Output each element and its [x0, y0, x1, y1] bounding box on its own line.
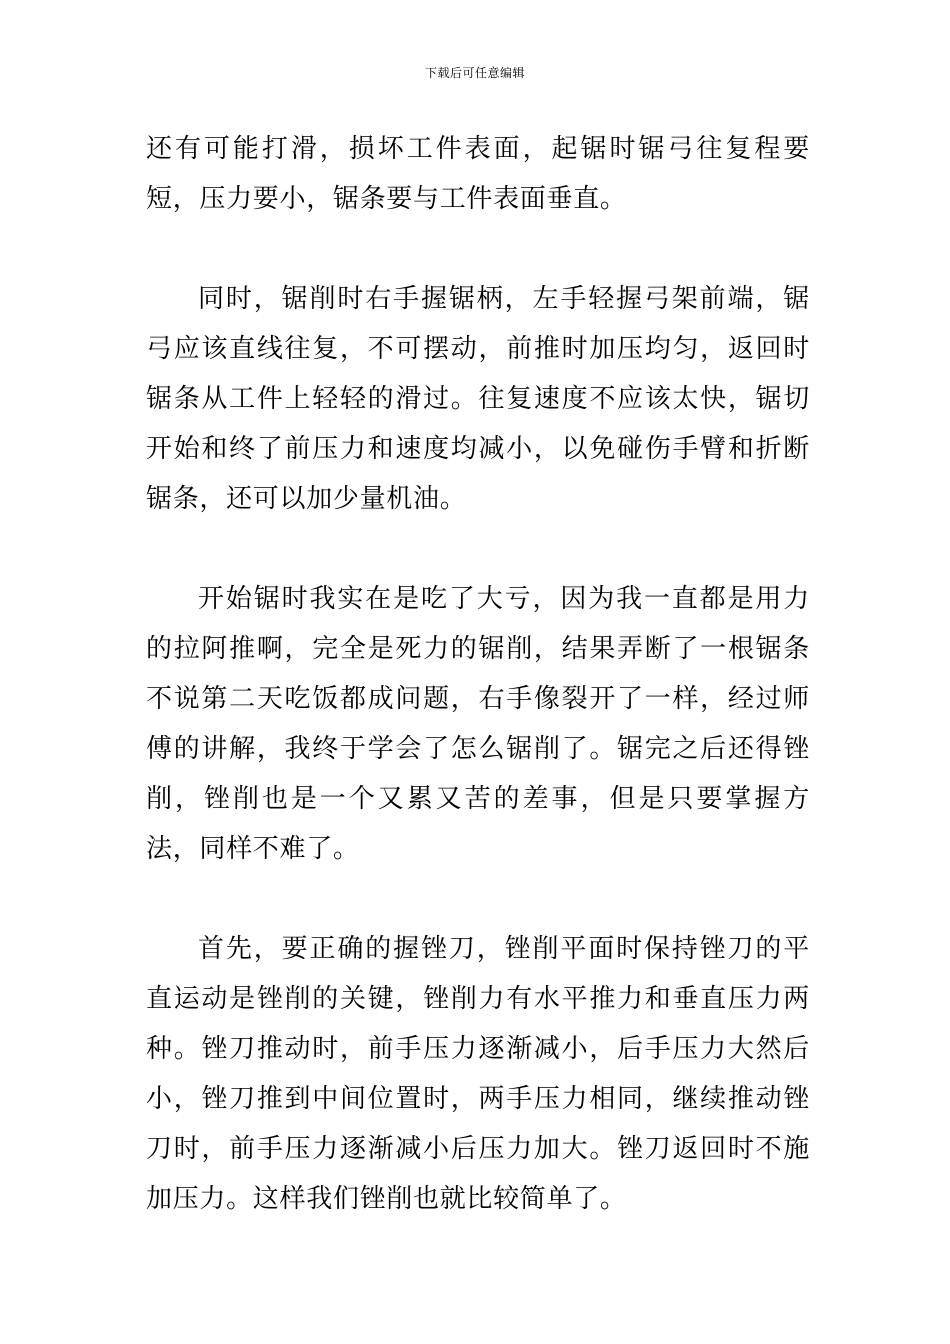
document-body	[146, 124, 810, 1274]
paragraph-continuation: 还有可能打滑，损坏工件表面，起锯时锯弓往复程要短，压力要小，锯条要与工件表面垂直。	[146, 134, 810, 214]
paragraph-sawing-experience: 开始锯时我实在是吃了大亏，因为我一直都是用力的拉阿推啊，完全是死力的锯削，结果弄断了一根锯条不说第二天吃饭都成问题，右手像裂开了一样，经过师傅的讲解，我终于学会了怎么锯削了。锯完之后还得锉削，锉削也是一个又累又苦的差事，但是只要掌握方法，同样不难了。	[146, 584, 810, 864]
page-header: 下载后可任意编辑	[424, 66, 525, 80]
paragraph-sawing-technique: 同时，锯削时右手握锯柄，左手轻握弓架前端，锯弓应该直线往复，不可摆动，前推时加压均匀，返回时锯条从工件上轻轻的滑过。往复速度不应该太快，锯切开始和终了前压力和速度均减小，以免碰伤手臂和折断锯条，还可以加少量机油。	[146, 284, 810, 514]
paragraph-filing-technique: 首先，要正确的握锉刀，锉削平面时保持锉刀的平直运动是锉削的关键，锉削力有水平推力和垂直压力两种。锉刀推动时，前手压力逐渐减小，后手压力大然后小，锉刀推到中间位置时，两手压力相同，继续推动锉刀时，前手压力逐渐减小后压力加大。锉刀返回时不施加压力。这样我们锉削也就比较简单了。	[146, 934, 810, 1214]
